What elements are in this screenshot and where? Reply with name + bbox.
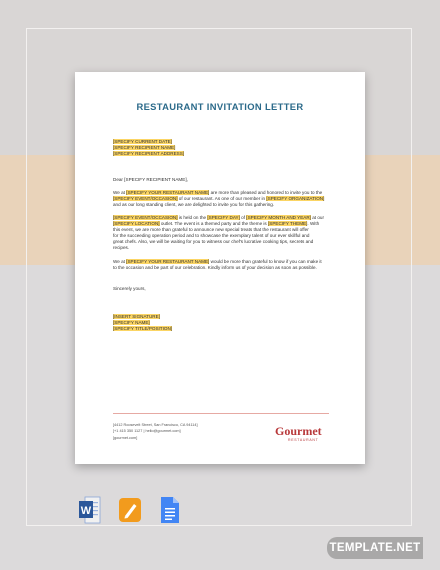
word-icon[interactable] [79, 496, 101, 524]
footer-contact: [+1 415 350 1127 | hello@gourmet.com] [113, 429, 181, 433]
paragraph-3-line-2: to the occasion and be part of our celebration. Kindly inform us of your decision as soon as possible. [113, 265, 317, 270]
paragraph-1-line-3: and as our long standing client, we are delighted to invite you for this gathering. [113, 202, 275, 207]
paragraph-2-line-1: [SPECIFY EVENT/OCCASION] is held on the [SPECIFY DAY] of [SPECIFY MONTH AND YEAR] at our [113, 215, 324, 220]
paragraph-2-line-5: great chefs. Also, we will be waiting for you to witness our chef's lucrative cooking tips, secrets and [113, 239, 314, 244]
svg-text:W: W [80, 505, 92, 517]
paragraph-2-line-4: for the succeeding operation period and to showcase the exemplary talent of our ever skillful and [113, 233, 310, 238]
paragraph-1-line-1: We at [SPECIFY YOUR RESTAURANT NAME] are more than pleased and honored to invite you to the [113, 190, 323, 195]
template-net-badge[interactable]: TEMPLATE.NET [327, 537, 423, 559]
recipient-name-field: [SPECIFY RECIPIENT NAME] [113, 145, 176, 150]
gourmet-logo: Gourmet [275, 424, 322, 438]
footer-website: [gourmet.com] [113, 436, 138, 440]
footer-address: [4412 Roosevelt Street, San Francisco, CA 94114] [113, 423, 198, 427]
paragraph-3-line-1: We at [SPECIFY YOUR RESTAURANT NAME] would be more than grateful to know if you can make it [113, 259, 322, 264]
paragraph-2-line-2: [SPECIFY LOCATION] outlet. The event is a themed party and the theme is [SPECIFY THEME]. With [113, 221, 320, 226]
signature-field: [INSERT SIGNATURE] [113, 314, 160, 319]
paragraph-1-line-2: [SPECIFY EVENT/OCCASION] of our restaurant. As one of our member in [SPECIFY ORGANIZATION] [113, 196, 325, 201]
signer-title-field: [SPECIFY TITLE/POSITION] [113, 326, 173, 331]
recipient-address-field: [SPECIFY RECIPIENT ADDRESS] [113, 151, 185, 156]
closing: Sincerely yours, [113, 286, 146, 291]
paragraph-2-line-6: recipes. [113, 245, 130, 250]
google-docs-icon[interactable] [160, 496, 182, 524]
footer-divider [113, 413, 329, 414]
paragraph-2-line-3: this event, we are more than grateful to announce new special treats that the restaurant will offer [113, 227, 309, 232]
date-field: [SPECIFY CURRENT DATE] [113, 139, 172, 144]
pages-icon[interactable] [118, 496, 140, 524]
letter-title: RESTAURANT INVITATION LETTER [136, 101, 304, 112]
signer-name-field: [SPECIFY NAME] [113, 320, 150, 325]
letter-page [75, 72, 365, 464]
salutation: Dear [SPECIFY RECIPIENT NAME], [113, 177, 188, 182]
gourmet-logo-subtitle: RESTAURANT [288, 438, 319, 442]
